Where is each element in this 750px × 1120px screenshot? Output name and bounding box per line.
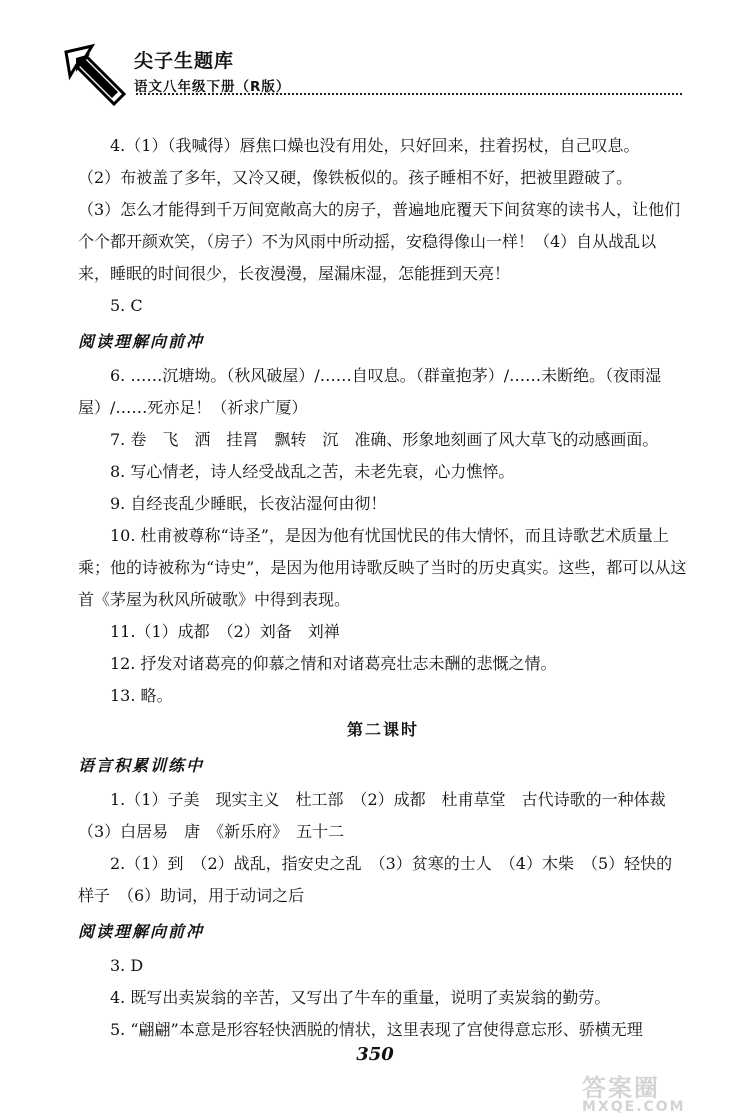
section-heading: 阅读理解向前冲 (78, 332, 205, 351)
answer-line: 1.（1）子美 现实主义 杜工部 （2）成都 杜甫草堂 古代诗歌的一种体裁 （3）白居易 唐 《新乐府》 五十二 (78, 790, 682, 841)
page-number: 350 (356, 1044, 394, 1065)
header-dotted-rule (136, 93, 682, 95)
answer-content (78, 130, 688, 1046)
answer-line: 13. 略。 (110, 686, 173, 705)
answer-line: 2.（1）到 （2）战乱，指安史之乱 （3）贫寒的士人 （4）木柴 （5）轻快的样子 （6）助词，用于动词之后 (78, 854, 673, 905)
answer-line: 4.（1）（我喊得）唇焦口燥也没有用处，只好回来，拄着拐杖，自己叹息。 (110, 136, 640, 155)
arrow-logo-icon (62, 42, 128, 108)
answer-line: 11.（1）成都 （2）刘备 刘禅 (110, 622, 340, 641)
answer-line: 3. D (110, 956, 144, 975)
answer-line: 4. 既写出卖炭翁的辛苦，又写出了牛车的重量，说明了卖炭翁的勤劳。 (110, 988, 611, 1007)
answer-line: （3）怎么才能得到千万间宽敞高大的房子，普遍地庇覆天下间贫寒的读书人，让他们个个都开颜欢笑，（房子）不为风雨中所动摇，安稳得像山一样！（4）自从战乱以来，睡眠的时间很少，长夜漫漫，屋漏床湿，怎能捱到天亮！ (78, 200, 681, 283)
answer-line: 5. “翩翩”本意是形容轻快洒脱的情状，这里表现了宫使得意忘形、骄横无理 (110, 1020, 643, 1039)
section-heading: 阅读理解向前冲 (78, 922, 205, 941)
answer-line: 9. 自经丧乱少睡眠，长夜沾湿何由彻！ (110, 494, 387, 513)
answer-line: 7. 卷 飞 洒 挂罥 飘转 沉 准确、形象地刻画了风大草飞的动感画面。 (110, 430, 659, 449)
answer-line: 10. 杜甫被尊称“诗圣”，是因为他有忧国忧民的伟大情怀，而且诗歌艺术质量上乘；他的诗被称为“诗史”，是因为他用诗歌反映了当时的历史真实。这些，都可以从这首《茅屋为秋风所破歌》中得到表现。 (78, 526, 687, 609)
book-header (62, 42, 682, 112)
watermark-logo: 答案圈 MXQE.COM (582, 1074, 686, 1115)
answer-line: 8. 写心情老，诗人经受战乱之苦，未老先衰，心力憔悴。 (110, 462, 515, 481)
book-subtitle: 语文八年级下册（R版） (134, 79, 291, 95)
answer-line: 5. C (110, 296, 143, 315)
answer-line: （2）布被盖了多年，又冷又硬，像铁板似的。孩子睡相不好，把被里蹬破了。 (78, 168, 633, 187)
lesson-heading: 第二课时 (346, 720, 419, 739)
answer-line: 12. 抒发对诸葛亮的仰慕之情和对诸葛亮壮志未酬的悲慨之情。 (110, 654, 557, 673)
book-title: 尖子生题库 (134, 50, 235, 72)
answer-line: 6. ……沉塘坳。（秋风破屋）/……自叹息。（群童抱茅）/……未断绝。（夜雨湿屋）/……死亦足！（祈求广厦） (78, 366, 662, 417)
section-heading: 语言积累训练中 (78, 756, 205, 775)
